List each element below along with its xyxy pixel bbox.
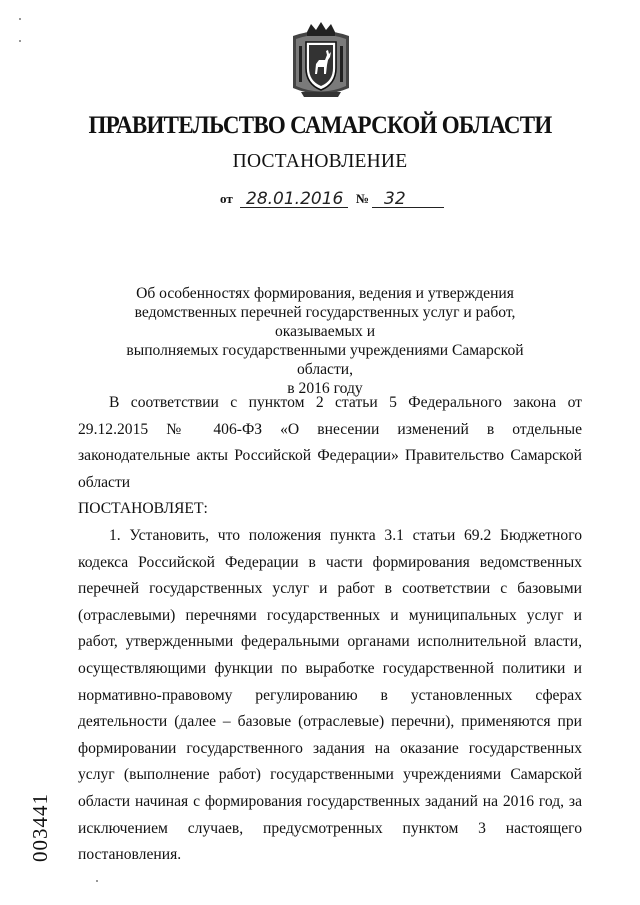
date-label: от	[220, 191, 233, 206]
document-body	[78, 390, 582, 869]
scan-speck	[96, 880, 98, 882]
number-value: 32	[384, 189, 406, 209]
date-number-line	[214, 186, 444, 212]
number-underline	[372, 207, 444, 208]
subject-line: в 2016 году	[287, 380, 363, 397]
subject-line: ведомственных перечней государственных услуг и работ, оказываемых и	[134, 304, 516, 340]
subject-line: Об особенностях формирования, ведения и утверждения	[136, 285, 514, 302]
subject-line: выполняемых государственными учреждениями Самарской области,	[126, 342, 524, 378]
item-1-paragraph: 1. Установить, что положения пункта 3.1 статьи 69.2 Бюджетного кодекса Российской Федерации в части формирования ведомственных перечней государственных услуг и работ в соответствии с базовыми (отраслевыми) перечнями государственных и муниципальных услуг и работ, утвержденными федеральными органами исполнительной власти, осуществляющими функции по выработке государственной политики и нормативно-правовому регулированию в установленных сферах деятельности (далее – базовые (отраслевые) перечни), применяются при формировании государственного задания на оказание государственных услуг (выполнение работ) государственными учреждениями Самарской области начиная с формирования государственных заданий на 2016 год, за исключением случаев, предусмотренных пунктом 3 настоящего постановления.	[78, 526, 582, 864]
preamble-paragraph: В соответствии с пунктом 2 статьи 5 Федерального закона от 29.12.2015 № 406-ФЗ «О внесении изменений в отдельные законодательные акты Российской Федерации» Правительство Самарской области	[78, 394, 582, 491]
date-value: 28.01.2016	[246, 189, 344, 209]
margin-serial-number: 003441	[28, 793, 52, 862]
government-title: ПРАВИТЕЛЬСТВО САМАРСКОЙ ОБЛАСТИ	[88, 112, 552, 139]
number-label: №	[356, 191, 370, 206]
document-subject	[100, 284, 550, 398]
decree-word: ПОСТАНОВЛЯЕТ:	[78, 500, 208, 518]
scan-speck	[19, 18, 21, 20]
document-type: ПОСТАНОВЛЕНИЕ	[232, 151, 408, 172]
scan-speck	[19, 40, 21, 42]
coat-of-arms-icon	[289, 22, 353, 102]
